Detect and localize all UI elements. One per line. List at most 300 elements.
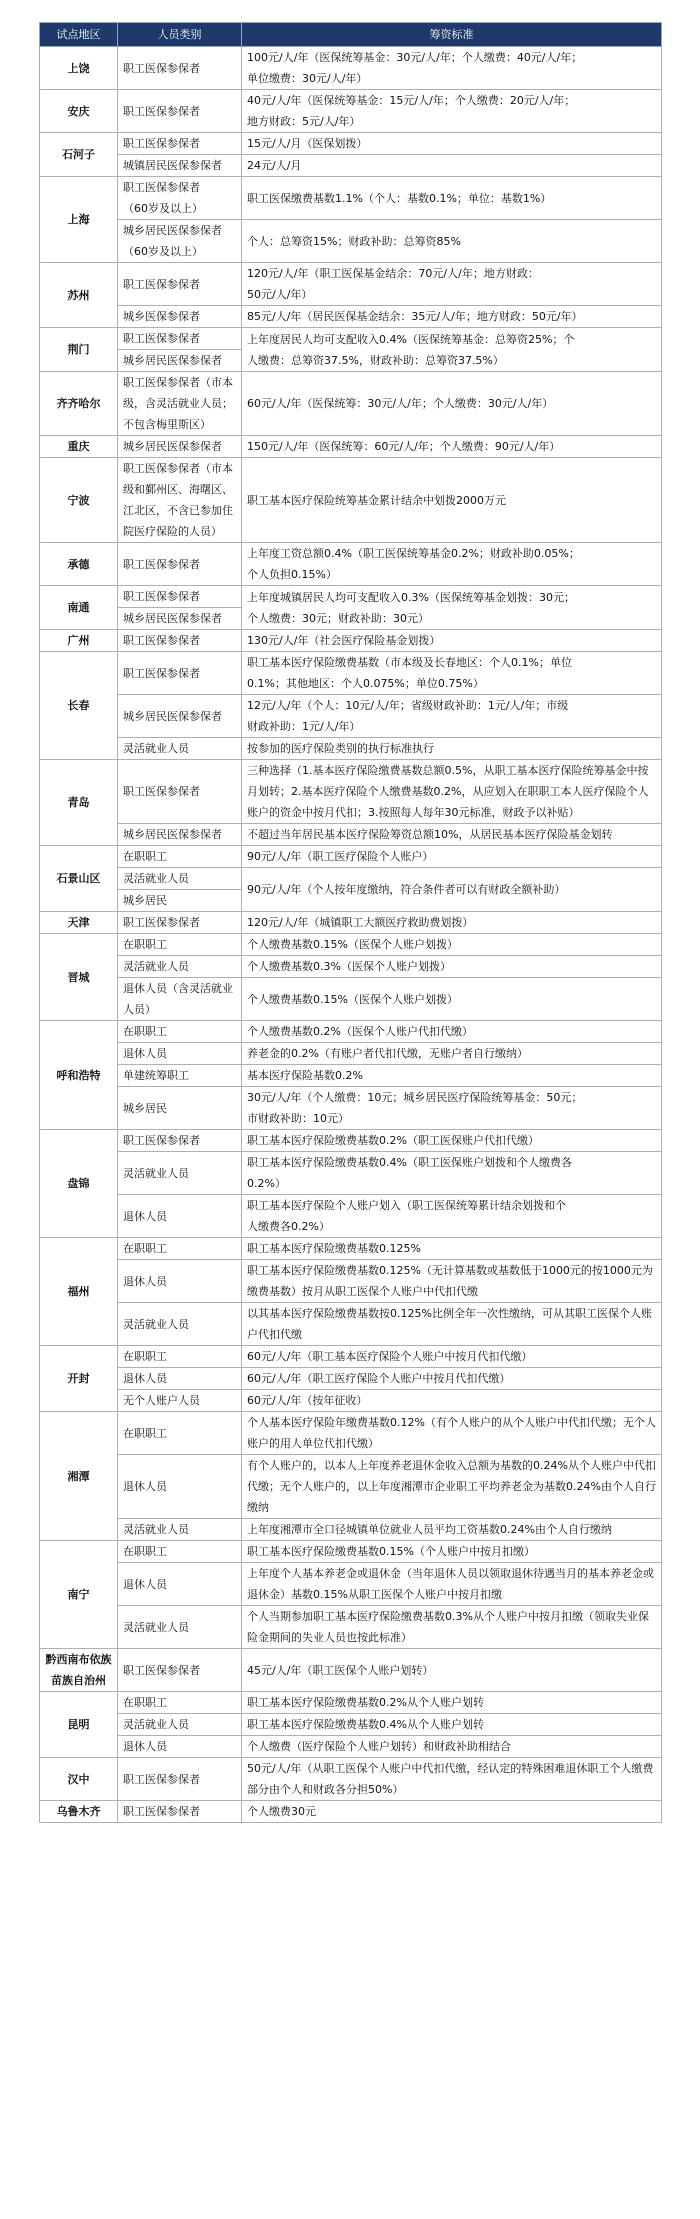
region-cell: 长春 — [40, 652, 118, 760]
standard-cell — [242, 306, 662, 328]
category-line: 退休人员 — [123, 1274, 167, 1288]
table-row — [40, 630, 662, 652]
standard-line: 职工医保缴费基数1.1%（个人：基数0.1%；单位：基数1%） — [247, 191, 552, 205]
standard-line: 50元/人/年） — [247, 288, 313, 301]
region-cell: 南宁 — [40, 1541, 118, 1649]
category-cell — [118, 1021, 242, 1043]
category-line: 灵活就业人员 — [123, 1718, 189, 1731]
header-region: 试点地区 — [40, 23, 118, 47]
region-cell: 黔西南布依族苗族自治州 — [40, 1649, 118, 1692]
table-row — [40, 1303, 662, 1346]
category-cell — [118, 1087, 242, 1130]
category-line: 不包含梅里斯区） — [123, 418, 211, 431]
region-cell: 盘锦 — [40, 1130, 118, 1238]
standard-cell — [242, 824, 662, 846]
region-cell: 上饶 — [40, 47, 118, 90]
standard-cell — [242, 1563, 662, 1606]
table-row — [40, 1065, 662, 1087]
standard-line: 个人基本医疗保险年缴费基数0.12%（有个人账户的从个人账户中代扣代缴；无个人账户的用人单位代扣代缴） — [247, 1416, 656, 1450]
standard-cell — [242, 868, 662, 912]
category-line: 退休人员 — [123, 1740, 167, 1753]
standard-cell — [242, 177, 662, 220]
category-line: 职工医保参保者 — [123, 61, 200, 75]
category-cell — [118, 608, 242, 630]
table-row — [40, 824, 662, 846]
category-line: 在职职工 — [123, 938, 167, 951]
standard-line: 120元/人/年（职工医保基金结余：70元/人/年；地方财政： — [247, 267, 539, 280]
standard-line: 上年度工资总额0.4%（职工医保统筹基金0.2%；财政补助0.05%； — [247, 547, 580, 560]
standard-cell — [242, 846, 662, 868]
standard-cell — [242, 652, 662, 695]
category-cell — [118, 1412, 242, 1455]
standard-cell — [242, 1801, 662, 1823]
standard-line: 50元/人/年（从职工医保个人账户中代扣代缴，经认定的特殊困难退休职工个人缴费部分由个人和财政各分担50%） — [247, 1762, 654, 1796]
table-row — [40, 978, 662, 1021]
standard-line: 有个人账户的，以本人上年度养老退休金收入总额为基数的0.24%从个人账户中代扣代缴；无个人账户的，以上年度湘潭市企业职工平均养老金为基数0.24%由个人自行缴纳 — [247, 1459, 656, 1514]
category-cell — [118, 372, 242, 436]
standard-cell — [242, 760, 662, 824]
standard-line: 职工基本医疗保险缴费基数0.4%从个人账户划转 — [247, 1718, 484, 1731]
standard-line: 职工基本医疗保险个人账户划入（职工医保统筹累计结余划拨和个 — [247, 1199, 566, 1212]
standard-line: 市财政补助：10元） — [247, 1112, 349, 1125]
category-line: 城镇居民医保参保者 — [123, 159, 222, 172]
standard-cell — [242, 328, 662, 372]
category-line: 职工医保参保者 — [123, 1805, 200, 1818]
standard-line: 职工基本医疗保险缴费基数0.2%（职工医保账户代扣代缴） — [247, 1134, 539, 1147]
standard-cell — [242, 1758, 662, 1801]
category-cell — [118, 868, 242, 890]
standard-line: 60元/人/年（职工医疗保险个人账户中按月代扣代缴） — [247, 1372, 511, 1385]
region-cell: 青岛 — [40, 760, 118, 846]
category-line: 在职职工 — [123, 1242, 167, 1255]
category-line: 无个人账户人员 — [123, 1394, 200, 1407]
standard-line: 职工基本医疗保险缴费基数（市本级及长春地区：个人0.1%；单位 — [247, 656, 572, 669]
table-row — [40, 846, 662, 868]
region-cell: 齐齐哈尔 — [40, 372, 118, 436]
category-line: 在职职工 — [123, 1545, 167, 1558]
category-cell — [118, 1455, 242, 1519]
category-line: 在职职工 — [123, 1025, 167, 1038]
category-cell — [118, 760, 242, 824]
category-line: 灵活就业人员 — [123, 1166, 189, 1180]
region-cell: 湘潭 — [40, 1412, 118, 1541]
header-category: 人员类别 — [118, 23, 242, 47]
standard-line: 150元/人/年（医保统筹：60元/人/年；个人缴费：90元/人/年） — [247, 440, 561, 453]
table-row — [40, 956, 662, 978]
region-cell: 晋城 — [40, 934, 118, 1021]
standard-line: 职工基本医疗保险缴费基数0.2%从个人账户划转 — [247, 1696, 484, 1709]
category-cell — [118, 328, 242, 350]
category-cell — [118, 695, 242, 738]
standard-line: 人缴费各0.2%） — [247, 1220, 330, 1233]
category-cell — [118, 1758, 242, 1801]
category-cell — [118, 934, 242, 956]
table-row — [40, 586, 662, 608]
standard-line: 个人：总筹资15%；财政补助：总筹资85% — [247, 234, 461, 248]
region-cell: 安庆 — [40, 90, 118, 133]
standard-cell — [242, 155, 662, 177]
category-cell — [118, 306, 242, 328]
category-cell — [118, 956, 242, 978]
region-cell: 南通 — [40, 586, 118, 630]
category-cell — [118, 1238, 242, 1260]
standard-line: 按参加的医疗保险类别的执行标准执行 — [247, 742, 434, 755]
category-line: 城乡医保参保者 — [123, 310, 200, 323]
table-row — [40, 155, 662, 177]
standard-cell — [242, 1346, 662, 1368]
category-line: 灵活就业人员 — [123, 742, 189, 755]
region-cell: 汉中 — [40, 1758, 118, 1801]
category-line: 在职职工 — [123, 1426, 167, 1440]
standard-line: 40元/人/年（医保统筹基金：15元/人/年；个人缴费：20元/人/年； — [247, 94, 576, 107]
standard-line: 上年度城镇居民人均可支配收入0.3%（医保统筹基金划拨：30元； — [247, 590, 575, 604]
standard-cell — [242, 978, 662, 1021]
standard-line: 职工基本医疗保险缴费基数0.125% — [247, 1242, 421, 1255]
table-row — [40, 695, 662, 738]
standard-line: 0.2%） — [247, 1177, 286, 1190]
standard-line: 职工基本医疗保险统筹基金累计结余中划拨2000万元 — [247, 493, 506, 507]
header-standard: 筹资标准 — [242, 23, 662, 47]
standard-cell — [242, 1692, 662, 1714]
standard-cell — [242, 956, 662, 978]
standard-cell — [242, 458, 662, 543]
standard-line: 90元/人/年（职工医疗保险个人账户） — [247, 850, 434, 863]
category-cell — [118, 1736, 242, 1758]
category-cell — [118, 263, 242, 306]
standard-cell — [242, 263, 662, 306]
standard-cell — [242, 1412, 662, 1455]
standard-line: 个人负担0.15%） — [247, 568, 337, 581]
category-cell — [118, 220, 242, 263]
table-row — [40, 328, 662, 350]
table-row — [40, 1801, 662, 1823]
table-row — [40, 90, 662, 133]
category-line: 职工医保参保者 — [123, 1772, 200, 1786]
table-row — [40, 1519, 662, 1541]
table-row — [40, 133, 662, 155]
standard-cell — [242, 133, 662, 155]
table-row — [40, 1606, 662, 1649]
category-line: 职工医保参保者 — [123, 785, 200, 798]
standard-line: 以其基本医疗保险缴费基数按0.125%比例全年一次性缴纳，可从其职工医保个人账户代扣代缴 — [247, 1307, 652, 1341]
category-line: 退休人员 — [123, 1209, 167, 1223]
region-cell: 宁波 — [40, 458, 118, 543]
standard-line: 个人缴费基数0.3%（医保个人账户划拨） — [247, 960, 451, 973]
category-cell — [118, 1152, 242, 1195]
standard-line: 职工基本医疗保险缴费基数0.4%（职工医保账户划拨和个人缴费各 — [247, 1156, 572, 1169]
table-row — [40, 372, 662, 436]
standard-cell — [242, 1606, 662, 1649]
region-cell: 承德 — [40, 543, 118, 586]
category-line: 职工医保参保者 — [123, 277, 200, 291]
standard-line: 不超过当年居民基本医疗保险筹资总额10%，从居民基本医疗保险基金划转 — [247, 828, 613, 841]
region-cell: 呼和浩特 — [40, 1021, 118, 1130]
region-cell: 石河子 — [40, 133, 118, 177]
category-cell — [118, 1692, 242, 1714]
table-row — [40, 436, 662, 458]
category-line: 职工医保参保者 — [123, 332, 200, 345]
category-line: 职工医保参保者（市本级，含灵活就业人员； — [123, 376, 233, 410]
region-cell: 荆门 — [40, 328, 118, 372]
standard-cell — [242, 1714, 662, 1736]
table-row — [40, 1238, 662, 1260]
standard-line: 个人缴费基数0.15%（医保个人账户划拨） — [247, 938, 458, 951]
standard-cell — [242, 695, 662, 738]
category-cell — [118, 1390, 242, 1412]
standard-line: 上年度湘潭市全口径城镇单位就业人员平均工资基数0.24%由个人自行缴纳 — [247, 1523, 612, 1536]
category-cell — [118, 1303, 242, 1346]
category-line: 城乡居民 — [123, 894, 167, 907]
category-cell — [118, 350, 242, 372]
standard-line: 24元/人/月 — [247, 159, 302, 172]
standard-line: 职工基本医疗保险缴费基数0.125%（无计算基数或基数低于1000元的按1000元为缴费基数）按月从职工医保个人账户中代扣代缴 — [247, 1264, 653, 1298]
table-row — [40, 1260, 662, 1303]
category-line: 职工医保参保者 — [123, 1663, 200, 1677]
table-row — [40, 1021, 662, 1043]
category-cell — [118, 1043, 242, 1065]
standard-cell — [242, 1368, 662, 1390]
table-header-row — [40, 23, 662, 47]
category-line: （60岁及以上） — [123, 202, 203, 215]
standard-line: 60元/人/年（按年征收） — [247, 1394, 368, 1407]
category-line: 灵活就业人员 — [123, 960, 189, 973]
standard-cell — [242, 1043, 662, 1065]
table-row — [40, 1692, 662, 1714]
table-row — [40, 738, 662, 760]
region-cell: 开封 — [40, 1346, 118, 1412]
standard-cell — [242, 1303, 662, 1346]
standard-cell — [242, 586, 662, 630]
table-row — [40, 1087, 662, 1130]
standard-line: 个人缴费（医疗保险个人账户划转）和财政补助相结合 — [247, 1740, 511, 1753]
category-cell — [118, 652, 242, 695]
standard-line: 个人缴费基数0.2%（医保个人账户代扣代缴） — [247, 1025, 473, 1038]
table-row — [40, 1390, 662, 1412]
category-cell — [118, 1606, 242, 1649]
standard-line: 15元/人/月（医保划拨） — [247, 137, 368, 150]
category-cell — [118, 1346, 242, 1368]
category-cell — [118, 1195, 242, 1238]
category-cell — [118, 1541, 242, 1563]
category-cell — [118, 978, 242, 1021]
standard-cell — [242, 738, 662, 760]
category-line: 灵活就业人员 — [123, 1620, 189, 1634]
standard-cell — [242, 47, 662, 90]
standard-cell — [242, 90, 662, 133]
table-row — [40, 1346, 662, 1368]
region-cell: 天津 — [40, 912, 118, 934]
table-row — [40, 1152, 662, 1195]
standard-cell — [242, 1455, 662, 1519]
table-row — [40, 1455, 662, 1519]
standard-line: 财政补助：1元/人/年） — [247, 720, 361, 733]
table-row — [40, 934, 662, 956]
standard-line: 个人缴费：30元；财政补助：30元） — [247, 611, 429, 625]
table-body — [40, 47, 662, 1823]
category-line: 城乡居民医保参保者 — [123, 612, 222, 625]
table-row — [40, 1412, 662, 1455]
category-cell — [118, 738, 242, 760]
standard-line: 三种选择（1.基本医疗保险缴费基数总额0.5%，从职工基本医疗保险统筹基金中按月划转；2.基本医疗保险个人缴费基数0.2%，从应划入在职职工本人医疗保险个人账户的资金中按月代扣；3.按照每人每年30元标准，财政予以补贴） — [247, 764, 649, 819]
standard-line: 个人缴费基数0.15%（医保个人账户划拨） — [247, 992, 458, 1006]
category-line: 城乡居民医保参保者 — [123, 828, 222, 841]
standard-cell — [242, 1390, 662, 1412]
standard-cell — [242, 1130, 662, 1152]
region-cell: 昆明 — [40, 1692, 118, 1758]
category-cell — [118, 90, 242, 133]
standard-cell — [242, 630, 662, 652]
category-cell — [118, 824, 242, 846]
table-row — [40, 912, 662, 934]
table-row — [40, 1736, 662, 1758]
table-row — [40, 1541, 662, 1563]
category-cell — [118, 458, 242, 543]
table-row — [40, 1563, 662, 1606]
region-cell: 上海 — [40, 177, 118, 263]
category-cell — [118, 1801, 242, 1823]
standard-cell — [242, 1260, 662, 1303]
standard-cell — [242, 1541, 662, 1563]
table-row — [40, 1714, 662, 1736]
table-row — [40, 760, 662, 824]
category-line: 在职职工 — [123, 850, 167, 863]
category-line: 职工医保参保者 — [123, 557, 200, 571]
category-line: 城乡居民医保参保者 — [123, 440, 222, 453]
category-cell — [118, 436, 242, 458]
region-cell: 重庆 — [40, 436, 118, 458]
standard-line: 上年度个人基本养老金或退休金（当年退休人员以领取退休待遇当月的基本养老金或退休金）基数0.15%从职工医保个人账户中按月扣缴 — [247, 1567, 654, 1601]
standard-line: 12元/人/年（个人：10元/人/年；省级财政补助：1元/人/年；市级 — [247, 699, 569, 712]
table-row — [40, 458, 662, 543]
table-row — [40, 1130, 662, 1152]
region-cell: 福州 — [40, 1238, 118, 1346]
category-line: 职工医保参保者 — [123, 104, 200, 118]
standard-line: 基本医疗保险基数0.2% — [247, 1069, 363, 1082]
category-line: 城乡居民 — [123, 1101, 167, 1115]
pilot-funding-table — [39, 22, 662, 1823]
category-cell — [118, 846, 242, 868]
table-row — [40, 306, 662, 328]
category-line: 职工医保参保者 — [123, 1134, 200, 1147]
table-row — [40, 263, 662, 306]
category-line: 城乡居民医保参保者 — [123, 354, 222, 367]
category-line: 退休人员 — [123, 1480, 167, 1493]
standard-line: 60元/人/年（职工基本医疗保险个人账户中按月代扣代缴） — [247, 1350, 533, 1363]
standard-line: 个人缴费30元 — [247, 1805, 316, 1818]
category-line: 在职职工 — [123, 1696, 167, 1709]
category-line: 退休人员（含灵活就业人员） — [123, 982, 233, 1016]
standard-line: 职工基本医疗保险缴费基数0.15%（个人账户中按月扣缴） — [247, 1545, 535, 1558]
standard-cell — [242, 220, 662, 263]
category-line: 灵活就业人员 — [123, 872, 189, 885]
category-cell — [118, 1714, 242, 1736]
category-line: 职工医保参保者 — [123, 634, 200, 647]
category-cell — [118, 586, 242, 608]
standard-cell — [242, 1195, 662, 1238]
category-cell — [118, 1519, 242, 1541]
category-cell — [118, 133, 242, 155]
category-cell — [118, 177, 242, 220]
standard-cell — [242, 1065, 662, 1087]
category-cell — [118, 1368, 242, 1390]
table-row — [40, 868, 662, 890]
standard-cell — [242, 912, 662, 934]
standard-line: 45元/人/年（职工医保个人账户划转） — [247, 1663, 434, 1677]
region-cell: 石景山区 — [40, 846, 118, 912]
standard-line: 上年度居民人均可支配收入0.4%（医保统筹基金：总筹资25%；个 — [247, 332, 575, 346]
table-row — [40, 1195, 662, 1238]
category-cell — [118, 47, 242, 90]
category-line: 退休人员 — [123, 1577, 167, 1591]
category-cell — [118, 630, 242, 652]
standard-cell — [242, 1649, 662, 1692]
table-row — [40, 47, 662, 90]
standard-cell — [242, 372, 662, 436]
standard-line: 人缴费：总筹资37.5%，财政补助：总筹资37.5%） — [247, 353, 504, 367]
category-cell — [118, 912, 242, 934]
standard-line: 0.1%；其他地区：个人0.075%；单位0.75%） — [247, 677, 484, 690]
standard-line: 单位缴费：30元/人/年） — [247, 72, 368, 85]
category-line: 单建统筹职工 — [123, 1069, 189, 1082]
standard-line: 100元/人/年（医保统筹基金：30元/人/年；个人缴费：40元/人/年； — [247, 51, 583, 64]
category-cell — [118, 1649, 242, 1692]
standard-cell — [242, 1152, 662, 1195]
table-row — [40, 220, 662, 263]
standard-line: 130元/人/年（社会医疗保险基金划拨） — [247, 634, 441, 647]
category-line: 职工医保参保者 — [123, 916, 200, 929]
standard-cell — [242, 1021, 662, 1043]
category-cell — [118, 155, 242, 177]
standard-cell — [242, 934, 662, 956]
category-line: 退休人员 — [123, 1372, 167, 1385]
table-row — [40, 652, 662, 695]
standard-line: 个人当期参加职工基本医疗保险缴费基数0.3%从个人账户中按月扣缴（领取失业保险金期间的失业人员也按此标准） — [247, 1610, 649, 1644]
category-cell — [118, 1260, 242, 1303]
category-line: 城乡居民医保参保者 — [123, 709, 222, 723]
table-row — [40, 177, 662, 220]
category-line: 职工医保参保者（市本级和鄞州区、海曙区、江北区，不含已参加住院医疗保险的人员） — [123, 462, 233, 538]
standard-line: 养老金的0.2%（有账户者代扣代缴，无账户者自行缴纳） — [247, 1047, 528, 1060]
category-line: 职工医保参保者 — [123, 666, 200, 680]
table-row — [40, 1649, 662, 1692]
category-cell — [118, 1130, 242, 1152]
category-line: （60岁及以上） — [123, 245, 203, 258]
category-line: 职工医保参保者 — [123, 137, 200, 150]
table-row — [40, 543, 662, 586]
category-line: 职工医保参保者 — [123, 181, 200, 194]
category-cell — [118, 1065, 242, 1087]
table-row — [40, 1043, 662, 1065]
category-line: 城乡居民医保参保者 — [123, 224, 222, 237]
standard-line: 120元/人/年（城镇职工大额医疗救助费划拨） — [247, 916, 474, 929]
region-cell: 乌鲁木齐 — [40, 1801, 118, 1823]
standard-line: 85元/人/年（居民医保基金结余：35元/人/年；地方财政：50元/年） — [247, 310, 583, 323]
category-line: 职工医保参保者 — [123, 590, 200, 603]
standard-line: 60元/人/年（医保统筹：30元/人/年；个人缴费：30元/人/年） — [247, 397, 554, 410]
standard-cell — [242, 543, 662, 586]
category-line: 在职职工 — [123, 1350, 167, 1363]
category-line: 灵活就业人员 — [123, 1523, 189, 1536]
table-row — [40, 1368, 662, 1390]
category-cell — [118, 890, 242, 912]
category-line: 退休人员 — [123, 1047, 167, 1060]
standard-line: 地方财政：5元/人/年） — [247, 115, 361, 128]
standard-cell — [242, 1238, 662, 1260]
table-row — [40, 1758, 662, 1801]
region-cell: 广州 — [40, 630, 118, 652]
standard-cell — [242, 436, 662, 458]
standard-cell — [242, 1087, 662, 1130]
